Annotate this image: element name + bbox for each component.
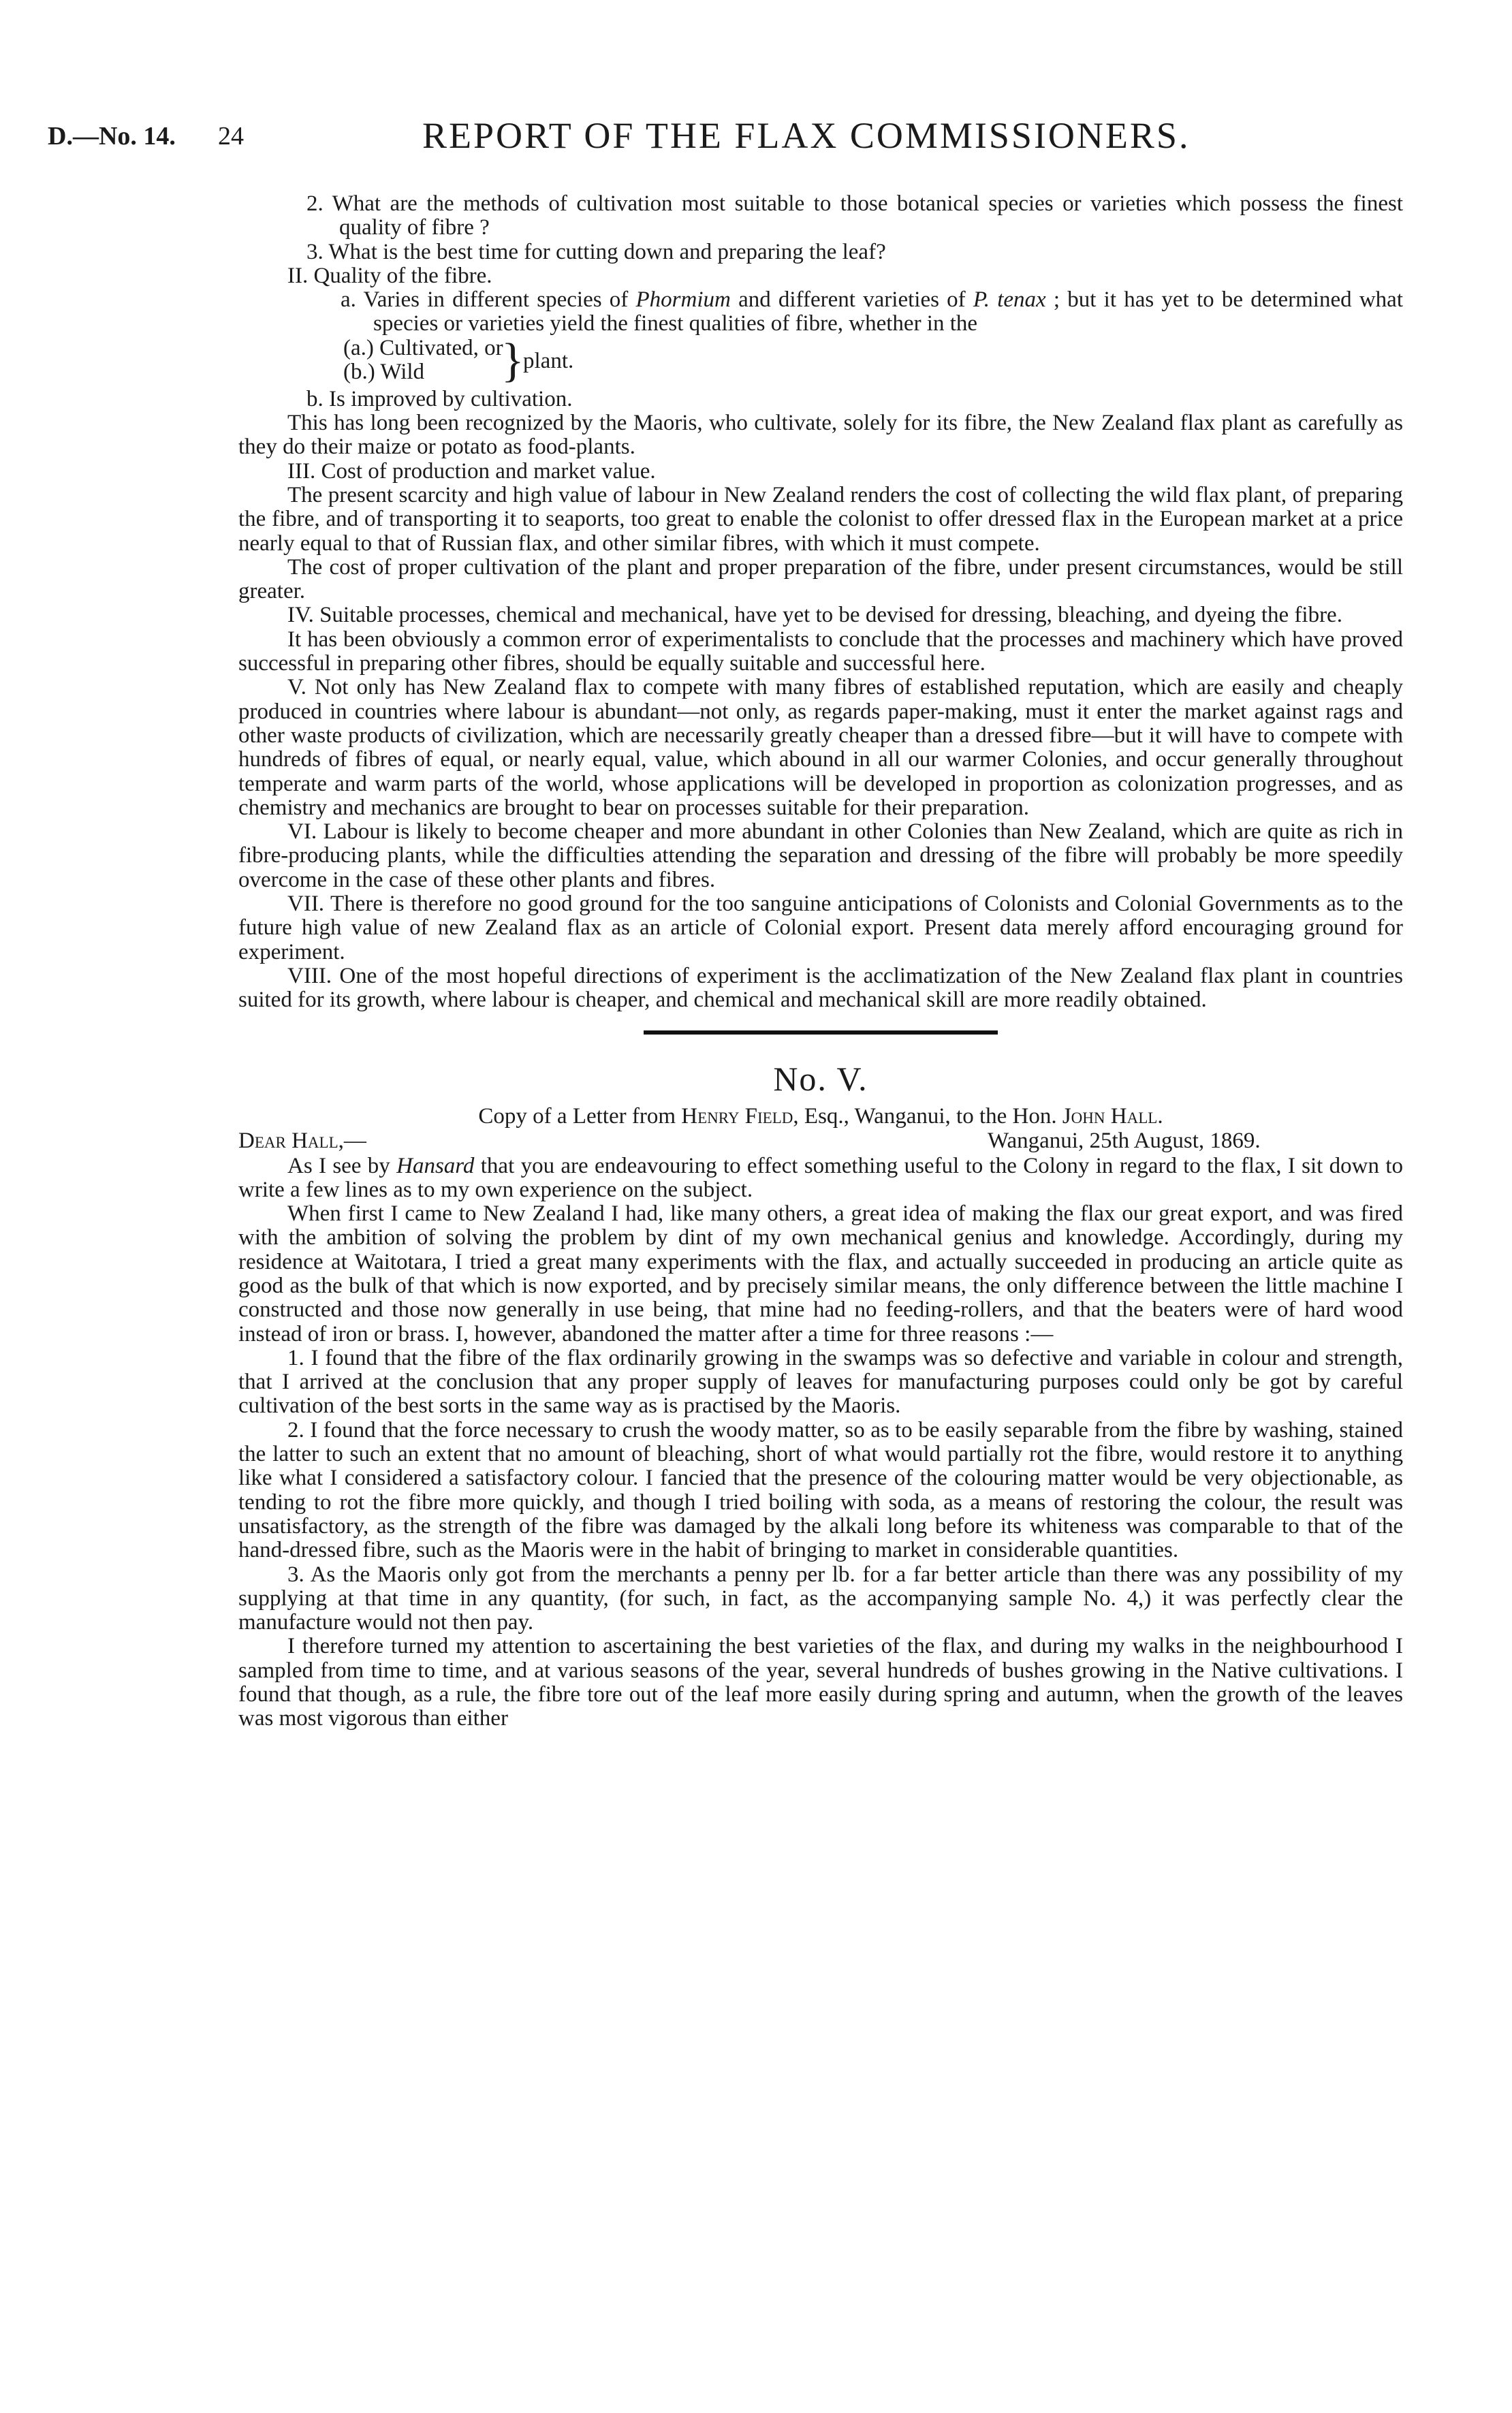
item-a-text-3: ; but it has yet to be determined what species or varieties yield the finest qualities of fibre, whether in the <box>373 287 1403 336</box>
letter-heading <box>238 1129 1403 1154</box>
section-viii: VIII. One of the most hopeful directions of experiment is the acclimatization of the New Zealand flax plant in countries suited for its growth, where labour is cheaper, and chemical and mechanical skill are more readily obtained. <box>238 963 1403 1013</box>
letter-paragraph-6: I therefore turned my attention to ascertaining the best varieties of the flax, and during my walks in the neighbourhood I sampled from time to time, and at various seasons of the year, several hundreds of bushes growing in the Native cultivations. I found that though, as a rule, the fibre tore out of the leaf more easily during spring and autumn, when the growth of the leaves was most vigorous than either <box>238 1634 1403 1731</box>
item-a <box>238 288 1403 336</box>
paragraph-error: It has been obviously a common error of experimentalists to conclude that the processes and machinery which have proved successful in preparing other fibres, should be equally suitable and successful here. <box>238 627 1403 676</box>
item-a-phormium: Phormium <box>635 287 731 313</box>
caption-text-1: Copy of a Letter from <box>478 1103 682 1129</box>
letter-paragraph-2: When first I came to New Zealand I had, like many others, a great idea of making the flax our great export, and was fired with the ambition of solving the problem by dint of my own mechanical genius and knowledge. Accordingly, during my residence at Waitotara, I tried a great many experiments with the flax, and actually succeeded in producing an article quite as good as the bulk of that which is now exported, and by precisely similar means, the only difference between the little machine I constructed and those now generally in use being, that mine had no feeding-rollers, and that the beaters were of hard wood instead of iron or brass. I, however, abandoned the matter after a time for three reasons :— <box>238 1201 1403 1346</box>
page-number: 24 <box>218 122 244 151</box>
document-reference: D.—No. 14. <box>48 122 176 151</box>
letter-hansard: Hansard <box>396 1153 475 1178</box>
item-a-text-2: and different varieties of <box>730 287 973 313</box>
place-date: Wanganui, 25th August, 1869. <box>988 1128 1261 1153</box>
caption-sender: Henry Field <box>681 1103 793 1129</box>
running-title: REPORT OF THE FLAX COMMISSIONERS. <box>422 115 1191 156</box>
section-heading: No. V. <box>773 1059 868 1098</box>
section-v: V. Not only has New Zealand flax to compete with many fibres of established reputation, which are easily and cheaply produced in countries where labour is abundant—not only, as regards paper-making, must it enter the market against rags and other waste products of civilization, which are necessarily greatly cheaper than a dressed fibre—but it will have to compete with hundreds of fibres of equal, or nearly equal, value, which abound in all our warmer Colonies, and occur generally throughout temperate and warm parts of the world, whose applications will be developed in proportion as colonization progresses, and as chemistry and mechanics are brought to bear on processes suitable for their preparation. <box>238 675 1403 820</box>
salutation: Dear Hall,— <box>238 1128 366 1153</box>
letter-p1-text-2: that you are endeavouring to effect something useful to the Colony in regard to the flax, I sit down to write a few lines as to my own experience on the subject. <box>238 1153 1403 1202</box>
caption-recipient: John Hall <box>1062 1103 1158 1129</box>
page-header <box>0 115 1512 162</box>
paragraph-scarcity: The present scarcity and high value of labour in New Zealand renders the cost of collecting the wild flax plant, of preparing the fibre, and of transporting it to seaports, too great to enable the colonist to offer dressed flax in the European market at a price nearly equal to that of Russian flax, and other similar fibres, with which it must compete. <box>238 482 1403 556</box>
item-a-text-1: a. Varies in different species of <box>341 287 636 313</box>
cultivated-wild-options <box>238 336 1403 388</box>
letter-reason-3: 3. As the Maoris only got from the merchants a penny per lb. for a far better article than there was any possibility of my supplying at that time in any quantity, (for such, in fact, as the accompanying sample No. 4,) it was perfectly clear the manufacture would not then pay. <box>238 1562 1403 1635</box>
curly-brace-icon: } <box>501 334 524 387</box>
paragraph-maoris: This has long been recognized by the Maoris, who cultivate, solely for its fibre, the New Zealand flax plant as carefully as they do their maize or potato as food-plants. <box>238 411 1403 460</box>
letter-p1-text-1: As I see by <box>287 1153 397 1178</box>
caption-text-3: . <box>1157 1103 1163 1129</box>
paragraph-cost: The cost of proper cultivation of the plant and proper preparation of the fibre, under present circumstances, would be still greater. <box>238 554 1403 604</box>
item-b: b. Is improved by cultivation. <box>306 386 573 411</box>
section-divider <box>644 1030 998 1035</box>
section-vii: VII. There is therefore no good ground for the too sanguine anticipations of Colonists and Colonial Governments as to the future high value of new Zealand flax as an article of Colonial export. Present data merely afford encouraging ground for experiment. <box>238 892 1403 964</box>
letter-reason-2: 2. I found that the force necessary to crush the woody matter, so as to be easily separable from the fibre by washing, stained the latter to such an extent that no amount of bleaching, short of what would partially rot the fibre, would restore it to anything like what I considered a satisfactory colour. I fancied that the presence of the colouring matter would be very objectionable, as tending to rot the fibre more quickly, and though I tried boiling with soda, as a means of restoring the colour, the result was unsatisfactory, as the strength of the fibre was damaged by the alkali long before its whiteness was comparable to that of the hand-dressed fibre, such as the Maoris were in the habit of bringing to market in considerable quantities. <box>238 1417 1403 1563</box>
section-ii: II. Quality of the fibre. <box>287 263 492 288</box>
section-iv: IV. Suitable processes, chemical and mechanical, have yet to be devised for dressing, bleaching, and dyeing the fibre. <box>287 603 1342 628</box>
option-cultivated: (a.) Cultivated, or <box>343 335 503 360</box>
letter-reason-1: 1. I found that the fibre of the flax ordinarily growing in the swamps was so defective and variable in colour and strength, that I arrived at the conclusion that any proper supply of leaves for manufacturing purposes could only be got by careful cultivation of the best sorts in the same way as is practised by the Maoris. <box>238 1345 1403 1419</box>
section-vi: VI. Labour is likely to become cheaper and more abundant in other Colonies than New Zealand, which are quite as rich in fibre-producing plants, while the difficulties attending the separation and dressing of the fibre will probably be more speedily overcome in the case of these other plants and fibres. <box>238 819 1403 892</box>
letter-caption <box>238 1104 1403 1129</box>
option-plant-label: plant. <box>523 348 574 373</box>
question-3: 3. What is the best time for cutting down and preparing the leaf? <box>306 239 886 264</box>
body-text <box>238 192 1403 1731</box>
question-2: 2. What are the methods of cultivation most suitable to those botanical species or varieties which possess the finest quality of fibre ? <box>306 191 1403 240</box>
section-iii: III. Cost of production and market value. <box>287 458 656 484</box>
option-wild: (b.) Wild <box>343 360 425 385</box>
caption-text-2: , Esq., Wanganui, to the Hon. <box>793 1103 1062 1129</box>
item-a-tenax: P. tenax <box>973 287 1046 313</box>
letter-paragraph-1 <box>238 1154 1403 1203</box>
